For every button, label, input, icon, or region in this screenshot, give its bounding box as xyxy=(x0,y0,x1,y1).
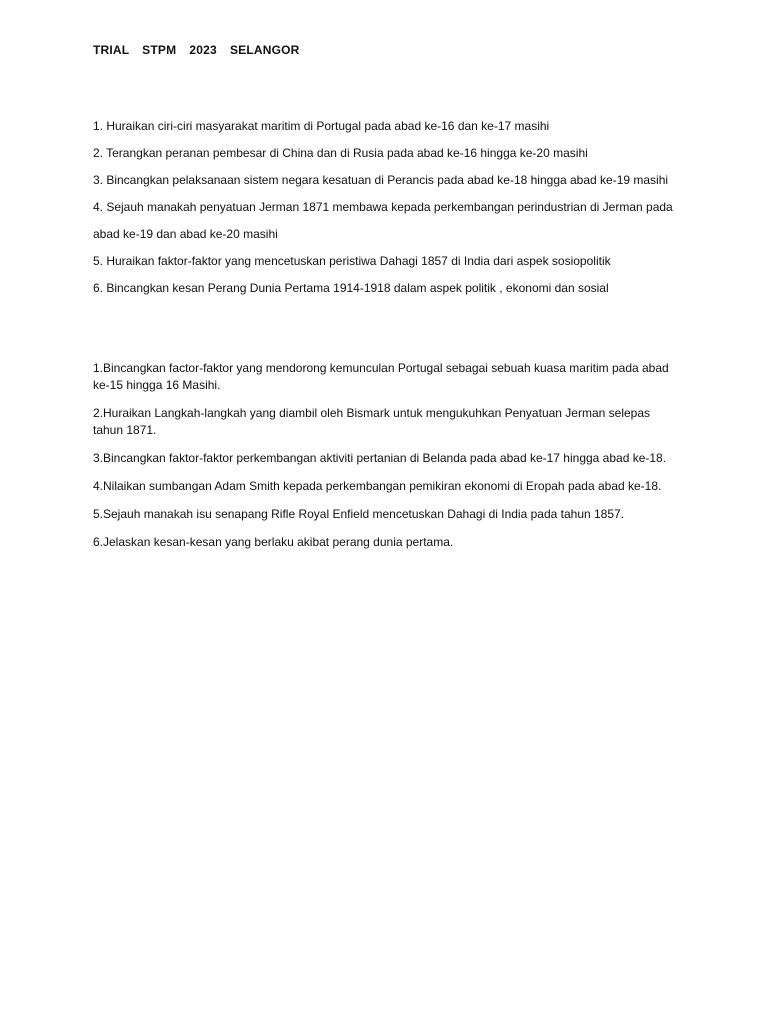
question-item: 1. Huraikan ciri-ciri masyarakat maritim di Portugal pada abad ke-16 dan ke-17 masihi xyxy=(93,119,550,133)
question-item: 6.Jelaskan kesan-kesan yang berlaku akibat perang dunia pertama. xyxy=(93,535,454,549)
question-list-set-two xyxy=(93,360,683,562)
question-list-set-one xyxy=(93,113,683,302)
question-item: 2. Terangkan peranan pembesar di China dan di Rusia pada abad ke-16 hingga ke-20 masihi xyxy=(93,146,588,160)
document-title: TRIAL STPM 2023 SELANGOR xyxy=(93,43,300,57)
question-item: 4. Sejauh manakah penyatuan Jerman 1871 membawa kepada perkembangan perindustrian di Jerman pada abad ke-19 dan abad ke-20 masihi xyxy=(93,200,673,241)
question-item: 3.Bincangkan faktor-faktor perkembangan aktiviti pertanian di Belanda pada abad ke-17 hingga abad ke-18. xyxy=(93,451,667,465)
question-item: 3. Bincangkan pelaksanaan sistem negara kesatuan di Perancis pada abad ke-18 hingga abad ke-19 masihi xyxy=(93,173,669,187)
question-item: 6. Bincangkan kesan Perang Dunia Pertama 1914-1918 dalam aspek politik , ekonomi dan sosial xyxy=(93,281,609,295)
question-item: 5.Sejauh manakah isu senapang Rifle Royal Enfield mencetuskan Dahagi di India pada tahun 1857. xyxy=(93,507,625,521)
question-item: 1.Bincangkan factor-faktor yang mendorong kemunculan Portugal sebagai sebuah kuasa maritim pada abad ke-15 hingga 16 Masihi. xyxy=(93,361,669,392)
question-item: 2.Huraikan Langkah-langkah yang diambil oleh Bismark untuk mengukuhkan Penyatuan Jerman selepas tahun 1871. xyxy=(93,406,651,437)
question-item: 4.Nilaikan sumbangan Adam Smith kepada perkembangan pemikiran ekonomi di Eropah pada abad ke-18. xyxy=(93,479,662,493)
question-item: 5. Huraikan faktor-faktor yang mencetuskan peristiwa Dahagi 1857 di India dari aspek sosiopolitik xyxy=(93,254,611,268)
